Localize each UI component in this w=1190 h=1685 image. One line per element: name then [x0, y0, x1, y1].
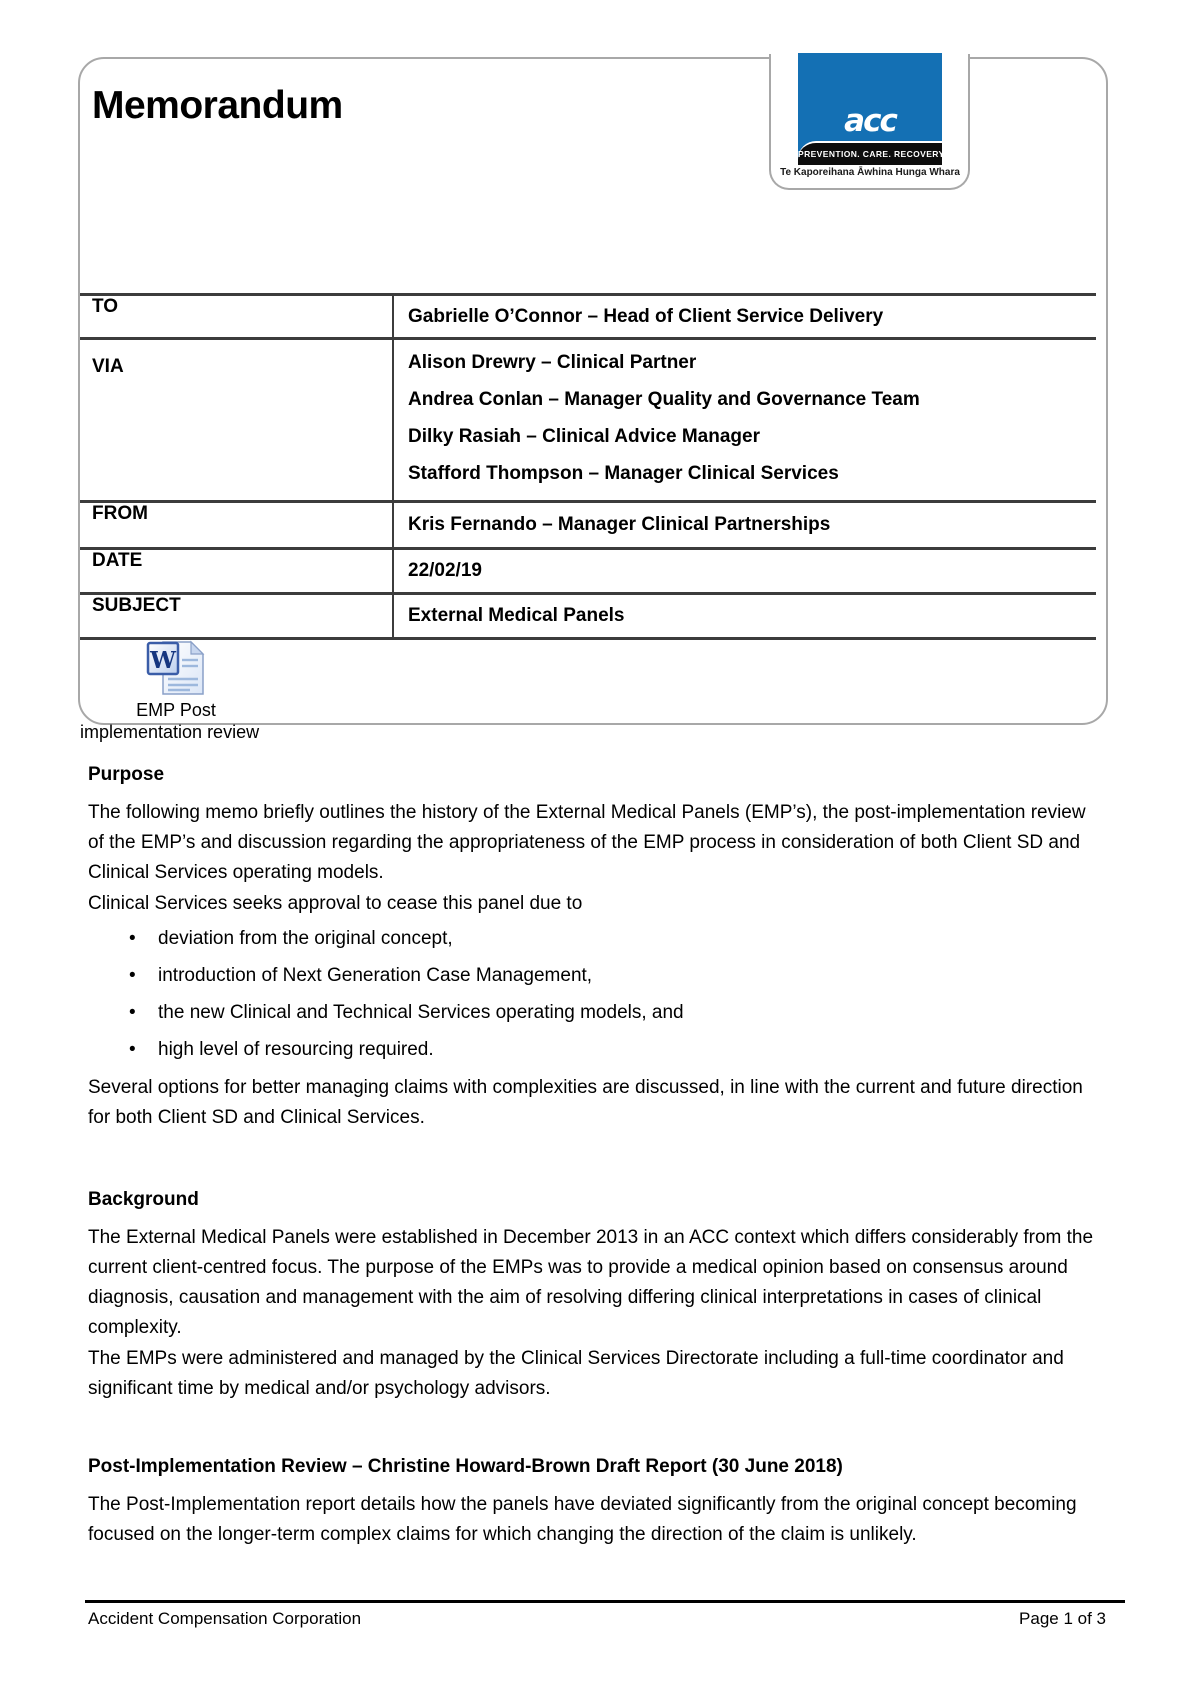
value-line: Kris Fernando – Manager Clinical Partnerships [408, 514, 831, 535]
paragraph: The EMPs were administered and managed by the Clinical Services Directorate including a full-time coordinator and significant time by medical and/or psychology advisors. [88, 1348, 1064, 1399]
memo-body [88, 760, 1106, 1550]
table-row-to [80, 296, 1096, 340]
row-value [392, 595, 1096, 637]
value-line: Dilky Rasiah – Clinical Advice Manager [408, 426, 760, 447]
value-line: Gabrielle O’Connor – Head of Client Service Delivery [408, 305, 884, 327]
section-heading-background: Background [88, 1189, 199, 1210]
row-value [392, 550, 1096, 592]
footer-rule [85, 1600, 1125, 1603]
acc-logo-blue-box [798, 53, 947, 165]
page-title: Memorandum [92, 84, 343, 127]
row-label: DATE [92, 550, 143, 571]
row-value [392, 296, 1096, 337]
embedded-attachment[interactable] [80, 639, 272, 743]
paragraph: The following memo briefly outlines the history of the External Medical Panels (EMP’s), the post-implementation review of the EMP’s and discussion regarding the appropriateness of the EMP process in consideration of both Client SD and Clinical Services operating models. [88, 802, 1086, 883]
footer-page-number: Page 1 of 3 [1019, 1609, 1106, 1628]
paragraph: The Post-Implementation report details how the panels have deviated significantly from the original concept becoming focused on the longer-term complex claims for which changing the direction of the claim is unlikely. [88, 1494, 1077, 1545]
acc-logo-tagline: PREVENTION. CARE. RECOVERY. [798, 141, 942, 165]
row-value [392, 340, 1096, 500]
svg-text:W: W [150, 647, 176, 674]
section-heading-post-implementation-review: Post-Implementation Review – Christine Howard-Brown Draft Report (30 June 2018) [88, 1456, 843, 1477]
bullet-item: • deviation from the original concept, [158, 924, 1106, 954]
row-label: VIA [92, 356, 124, 377]
paragraph: Clinical Services seeks approval to cease this panel due to [88, 893, 583, 914]
bullet-item: • high level of resourcing required. [158, 1035, 1106, 1065]
row-label: FROM [92, 503, 148, 524]
acc-logo-maori-name: Te Kaporeihana Āwhina Hunga Whara [780, 167, 960, 178]
table-row-from [80, 503, 1096, 550]
value-line: 22/02/19 [408, 560, 482, 581]
row-label: TO [92, 296, 119, 317]
word-document-icon[interactable] [146, 639, 206, 697]
value-line: Stafford Thompson – Manager Clinical Services [408, 463, 839, 484]
paragraph: The External Medical Panels were established in December 2013 in an ACC context which differs considerably from the current client-centred focus. The purpose of the EMPs was to provide a medical opinion based on consensus around diagnosis, causation and management with the aim of resolving differing clinical interpretations in cases of clinical complexity. [88, 1227, 1094, 1338]
row-value [392, 503, 1096, 547]
value-line: External Medical Panels [408, 605, 625, 626]
row-label: SUBJECT [92, 595, 181, 616]
bullet-list [88, 924, 1106, 1065]
bullet-item: • introduction of Next Generation Case Management, [158, 961, 1106, 991]
footer-organisation: Accident Compensation Corporation [88, 1609, 362, 1628]
table-row-date [80, 550, 1096, 595]
table-row-via [80, 340, 1096, 503]
value-line: Andrea Conlan – Manager Quality and Governance Team [408, 389, 920, 410]
section-heading-purpose: Purpose [88, 764, 165, 785]
page-footer [88, 1609, 1106, 1629]
attachment-label-line1: EMP Post [136, 700, 216, 720]
acc-logo [798, 53, 947, 165]
table-row-subject [80, 595, 1096, 640]
value-line: Alison Drewry – Clinical Partner [408, 352, 697, 373]
bullet-item: • the new Clinical and Technical Services operating models, and [158, 998, 1106, 1028]
attachment-label-line2: implementation review [80, 722, 260, 742]
memo-meta-table [80, 293, 1096, 640]
paragraph: Several options for better managing claims with complexities are discussed, in line with the current and future direction for both Client SD and Clinical Services. [88, 1077, 1083, 1128]
acc-logo-wordmark: acc [844, 103, 896, 139]
